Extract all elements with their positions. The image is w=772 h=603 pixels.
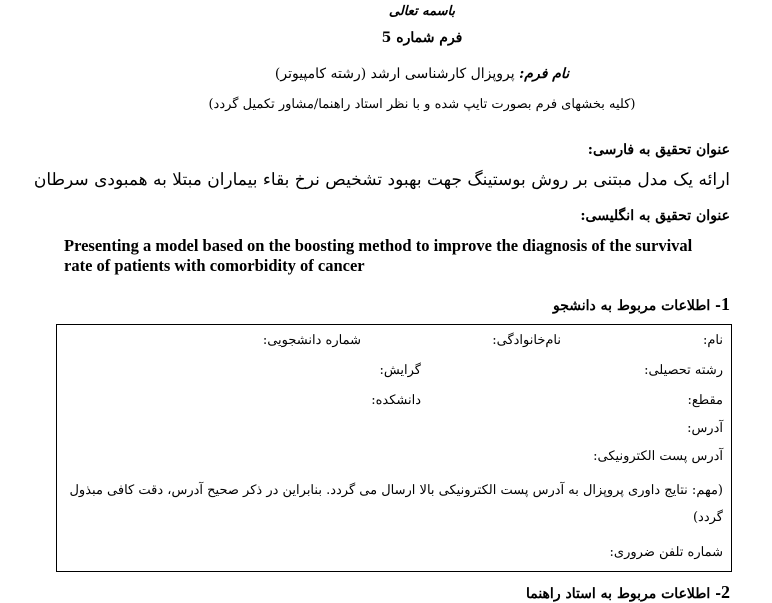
persian-title-label: عنوان تحقیق به فارسی:: [587, 142, 730, 158]
section-1-title: - اطلاعات مربوط به دانشجو: [553, 298, 721, 314]
field-email: آدرس پست الکترونیکی:: [593, 449, 723, 464]
student-info-box: [56, 324, 732, 572]
persian-title: ارائه یک مدل مبتنی بر روش بوستینگ جهت بهبود تشخیص نرخ بقاء بیماران مبتلا به همبودی سرطان: [33, 170, 730, 190]
important-note: (مهم: نتایج داوری پروپزال به آدرس پست الکترونیکی بالا ارسال می گردد. بنابراین در ذکر صحیح آدرس، دقت کافی مبذول گردد): [69, 483, 723, 525]
form-instruction-note: (کلیه بخشهای فرم بصورت تایپ شده و با نظر استاد راهنما/مشاور تکمیل گردد): [208, 97, 636, 112]
section-1-number: 1: [721, 294, 730, 314]
field-major: رشته تحصیلی:: [644, 363, 723, 378]
field-name: نام:: [702, 333, 723, 348]
form-name-label: نام فرم:: [519, 66, 570, 82]
section-2-number: 2: [721, 582, 730, 602]
english-title: Presenting a model based on the boosting method to improve the diagnosis of the survival rate of patients with comorbidity of cancer: [64, 236, 693, 275]
field-address: آدرس:: [687, 421, 723, 436]
english-title-label: عنوان تحقیق به انگلیسی:: [580, 208, 730, 224]
form-number: فرم شماره 5: [381, 30, 463, 46]
form-name-line: [0, 66, 772, 82]
field-student-number: شماره دانشجویی:: [262, 333, 361, 348]
bismillah-heading: باسمه تعالی: [388, 4, 456, 19]
field-orientation: گرایش:: [379, 363, 421, 378]
section-2-title: - اطلاعات مربوط به استاد راهنما: [525, 586, 721, 602]
field-family-name: نام‌خانوادگی:: [492, 333, 561, 348]
field-degree-level: مقطع:: [687, 393, 723, 408]
section-1-heading: [553, 294, 730, 315]
form-name-value: پروپزال کارشناسی ارشد (رشته کامپیوتر): [274, 66, 515, 82]
field-phone: شماره تلفن ضروری:: [609, 545, 723, 560]
field-faculty: دانشکده:: [371, 393, 421, 408]
